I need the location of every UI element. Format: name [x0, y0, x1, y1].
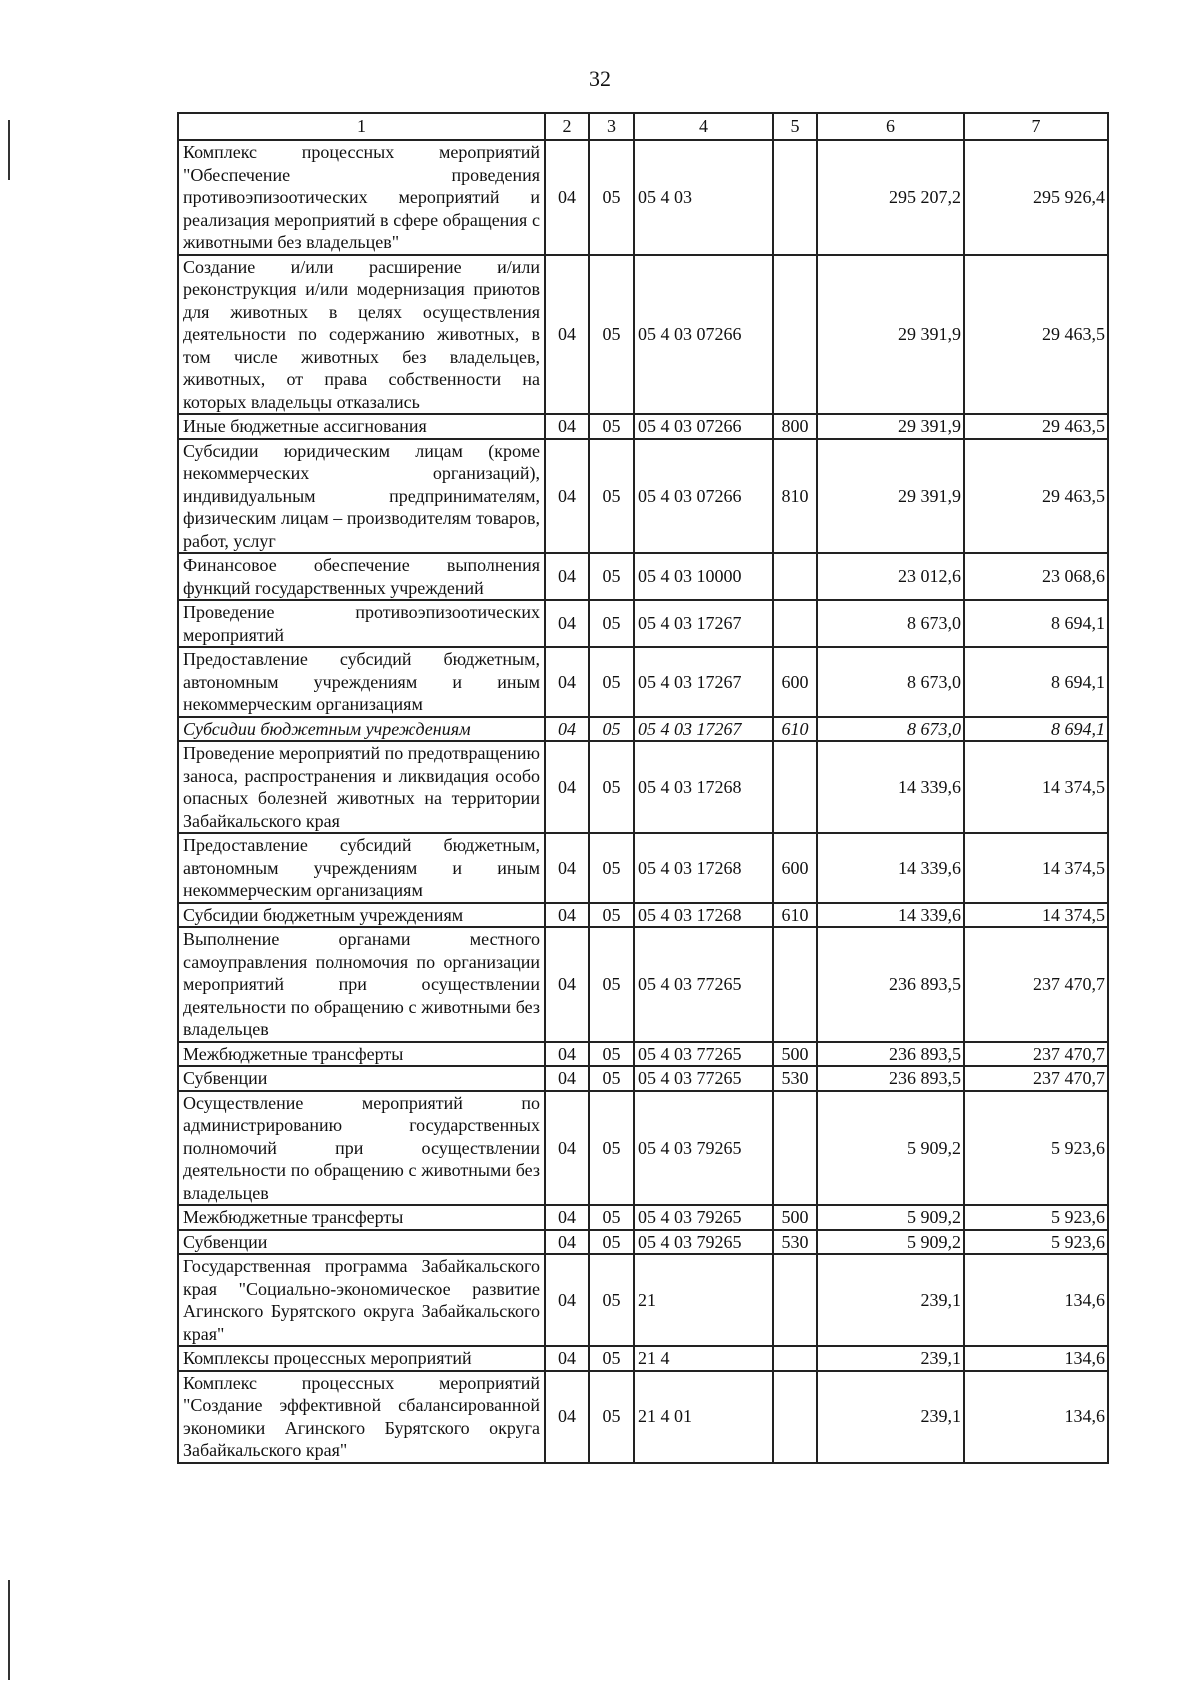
header-cell: 2 — [545, 113, 589, 140]
subsection-code: 05 — [589, 1091, 634, 1206]
subsection-code: 05 — [589, 414, 634, 439]
section-code: 04 — [545, 414, 589, 439]
margin-line — [8, 120, 10, 180]
expense-type — [773, 140, 817, 255]
header-row — [178, 113, 1108, 140]
subsection-code: 05 — [589, 927, 634, 1042]
section-code: 04 — [545, 1254, 589, 1346]
table-row — [178, 927, 1108, 1042]
section-code: 04 — [545, 439, 589, 554]
header-cell: 4 — [634, 113, 773, 140]
target-article: 05 4 03 17268 — [634, 833, 773, 903]
section-code: 04 — [545, 1091, 589, 1206]
expense-type — [773, 1091, 817, 1206]
expense-type: 600 — [773, 833, 817, 903]
subsection-code: 05 — [589, 903, 634, 928]
section-code: 04 — [545, 903, 589, 928]
amount-col7: 14 374,5 — [964, 833, 1108, 903]
subsection-code: 05 — [589, 255, 634, 415]
expense-type: 610 — [773, 903, 817, 928]
section-code: 04 — [545, 1205, 589, 1230]
table-row — [178, 647, 1108, 717]
section-code: 04 — [545, 140, 589, 255]
subsection-code: 05 — [589, 741, 634, 833]
section-code: 04 — [545, 1371, 589, 1463]
target-article: 05 4 03 07266 — [634, 414, 773, 439]
row-name: Иные бюджетные ассигнования — [178, 414, 545, 439]
row-name: Создание и/или расширение и/или реконструкция и/или модернизация приютов для животных в целях осуществления деятельности по содержанию животных, в том числе животных без владельцев, животных, от права собственности на которых владельцы отказались — [178, 255, 545, 415]
expense-type — [773, 1346, 817, 1371]
amount-col6: 8 673,0 — [817, 647, 964, 717]
subsection-code: 05 — [589, 439, 634, 554]
amount-col7: 134,6 — [964, 1371, 1108, 1463]
row-name: Предоставление субсидий бюджетным, автономным учреждениям и иным некоммерческим организациям — [178, 647, 545, 717]
amount-col7: 23 068,6 — [964, 553, 1108, 600]
amount-col7: 237 470,7 — [964, 1066, 1108, 1091]
header-cell: 5 — [773, 113, 817, 140]
subsection-code: 05 — [589, 1066, 634, 1091]
row-name: Межбюджетные трансферты — [178, 1205, 545, 1230]
target-article: 05 4 03 17268 — [634, 741, 773, 833]
target-article: 05 4 03 17268 — [634, 903, 773, 928]
row-name: Субсидии бюджетным учреждениям — [178, 717, 545, 742]
amount-col6: 236 893,5 — [817, 1042, 964, 1067]
row-name: Субсидии юридическим лицам (кроме некоммерческих организаций), индивидуальным предпринимателям, физическим лицам – производителям товаров, работ, услуг — [178, 439, 545, 554]
amount-col6: 295 207,2 — [817, 140, 964, 255]
expense-type: 800 — [773, 414, 817, 439]
table-row — [178, 1066, 1108, 1091]
table-row — [178, 439, 1108, 554]
expense-type: 500 — [773, 1205, 817, 1230]
expense-type — [773, 1254, 817, 1346]
target-article: 05 4 03 79265 — [634, 1091, 773, 1206]
row-name: Государственная программа Забайкальского края "Социально-экономическое развитие Агинского Бурятского округа Забайкальского края" — [178, 1254, 545, 1346]
amount-col6: 239,1 — [817, 1346, 964, 1371]
table-row — [178, 1371, 1108, 1463]
amount-col7: 14 374,5 — [964, 741, 1108, 833]
amount-col7: 5 923,6 — [964, 1230, 1108, 1255]
amount-col7: 8 694,1 — [964, 717, 1108, 742]
table-row — [178, 741, 1108, 833]
subsection-code: 05 — [589, 1371, 634, 1463]
amount-col6: 239,1 — [817, 1254, 964, 1346]
table-row — [178, 600, 1108, 647]
expense-type — [773, 600, 817, 647]
amount-col7: 134,6 — [964, 1346, 1108, 1371]
header-cell: 7 — [964, 113, 1108, 140]
section-code: 04 — [545, 1042, 589, 1067]
budget-table — [177, 112, 1109, 1464]
amount-col6: 5 909,2 — [817, 1205, 964, 1230]
amount-col6: 14 339,6 — [817, 741, 964, 833]
table-row — [178, 255, 1108, 415]
subsection-code: 05 — [589, 1205, 634, 1230]
amount-col6: 29 391,9 — [817, 414, 964, 439]
amount-col6: 5 909,2 — [817, 1230, 964, 1255]
amount-col6: 5 909,2 — [817, 1091, 964, 1206]
amount-col6: 23 012,6 — [817, 553, 964, 600]
table-row — [178, 1205, 1108, 1230]
target-article: 05 4 03 17267 — [634, 600, 773, 647]
section-code: 04 — [545, 647, 589, 717]
amount-col7: 295 926,4 — [964, 140, 1108, 255]
amount-col6: 29 391,9 — [817, 255, 964, 415]
amount-col7: 5 923,6 — [964, 1091, 1108, 1206]
section-code: 04 — [545, 833, 589, 903]
amount-col6: 8 673,0 — [817, 600, 964, 647]
target-article: 05 4 03 10000 — [634, 553, 773, 600]
subsection-code: 05 — [589, 1230, 634, 1255]
amount-col7: 29 463,5 — [964, 439, 1108, 554]
target-article: 05 4 03 79265 — [634, 1205, 773, 1230]
row-name: Комплекс процессных мероприятий "Обеспечение проведения противоэпизоотических мероприятий и реализация мероприятий в сфере обращения с животными без владельцев" — [178, 140, 545, 255]
subsection-code: 05 — [589, 553, 634, 600]
table-row — [178, 1230, 1108, 1255]
amount-col6: 239,1 — [817, 1371, 964, 1463]
row-name: Субсидии бюджетным учреждениям — [178, 903, 545, 928]
subsection-code: 05 — [589, 833, 634, 903]
section-code: 04 — [545, 741, 589, 833]
target-article: 21 4 — [634, 1346, 773, 1371]
target-article: 05 4 03 77265 — [634, 927, 773, 1042]
row-name: Проведение мероприятий по предотвращению заноса, распространения и ликвидация особо опасных болезней животных на территории Забайкальского края — [178, 741, 545, 833]
amount-col7: 237 470,7 — [964, 1042, 1108, 1067]
expense-type — [773, 741, 817, 833]
table-row — [178, 1346, 1108, 1371]
row-name: Финансовое обеспечение выполнения функций государственных учреждений — [178, 553, 545, 600]
target-article: 05 4 03 07266 — [634, 439, 773, 554]
subsection-code: 05 — [589, 647, 634, 717]
section-code: 04 — [545, 717, 589, 742]
expense-type: 610 — [773, 717, 817, 742]
amount-col6: 8 673,0 — [817, 717, 964, 742]
amount-col7: 8 694,1 — [964, 647, 1108, 717]
target-article: 21 — [634, 1254, 773, 1346]
target-article: 05 4 03 79265 — [634, 1230, 773, 1255]
row-name: Проведение противоэпизоотических мероприятий — [178, 600, 545, 647]
target-article: 05 4 03 07266 — [634, 255, 773, 415]
table-row — [178, 717, 1108, 742]
target-article: 05 4 03 — [634, 140, 773, 255]
subsection-code: 05 — [589, 140, 634, 255]
expense-type: 600 — [773, 647, 817, 717]
amount-col6: 29 391,9 — [817, 439, 964, 554]
row-name: Субвенции — [178, 1230, 545, 1255]
table-row — [178, 1254, 1108, 1346]
row-name: Выполнение органами местного самоуправления полномочия по организации мероприятий при осуществлении деятельности по обращению с животными без владельцев — [178, 927, 545, 1042]
amount-col7: 237 470,7 — [964, 927, 1108, 1042]
subsection-code: 05 — [589, 1254, 634, 1346]
expense-type — [773, 255, 817, 415]
section-code: 04 — [545, 553, 589, 600]
table-row — [178, 1042, 1108, 1067]
table-row — [178, 414, 1108, 439]
row-name: Комплекс процессных мероприятий "Создание эффективной сбалансированной экономики Агинского Бурятского округа Забайкальского края" — [178, 1371, 545, 1463]
target-article: 05 4 03 77265 — [634, 1066, 773, 1091]
section-code: 04 — [545, 927, 589, 1042]
row-name: Субвенции — [178, 1066, 545, 1091]
target-article: 21 4 01 — [634, 1371, 773, 1463]
section-code: 04 — [545, 1066, 589, 1091]
target-article: 05 4 03 77265 — [634, 1042, 773, 1067]
table-body — [178, 113, 1108, 1463]
row-name: Осуществление мероприятий по администрированию государственных полномочий при осуществлении деятельности по обращению с животными без владельцев — [178, 1091, 545, 1206]
amount-col7: 8 694,1 — [964, 600, 1108, 647]
page-number: 32 — [589, 66, 611, 91]
table-row — [178, 553, 1108, 600]
header-cell: 3 — [589, 113, 634, 140]
subsection-code: 05 — [589, 717, 634, 742]
row-name: Предоставление субсидий бюджетным, автономным учреждениям и иным некоммерческим организациям — [178, 833, 545, 903]
section-code: 04 — [545, 1230, 589, 1255]
amount-col6: 236 893,5 — [817, 927, 964, 1042]
expense-type: 810 — [773, 439, 817, 554]
amount-col7: 5 923,6 — [964, 1205, 1108, 1230]
table-row — [178, 833, 1108, 903]
amount-col7: 14 374,5 — [964, 903, 1108, 928]
table-row — [178, 140, 1108, 255]
amount-col7: 134,6 — [964, 1254, 1108, 1346]
target-article: 05 4 03 17267 — [634, 647, 773, 717]
amount-col6: 14 339,6 — [817, 833, 964, 903]
section-code: 04 — [545, 600, 589, 647]
target-article: 05 4 03 17267 — [634, 717, 773, 742]
table-row — [178, 1091, 1108, 1206]
expense-type — [773, 553, 817, 600]
subsection-code: 05 — [589, 600, 634, 647]
section-code: 04 — [545, 255, 589, 415]
section-code: 04 — [545, 1346, 589, 1371]
expense-type: 500 — [773, 1042, 817, 1067]
header-cell: 6 — [817, 113, 964, 140]
amount-col6: 236 893,5 — [817, 1066, 964, 1091]
expense-type: 530 — [773, 1066, 817, 1091]
header-cell: 1 — [178, 113, 545, 140]
expense-type — [773, 1371, 817, 1463]
expense-type — [773, 927, 817, 1042]
amount-col7: 29 463,5 — [964, 255, 1108, 415]
subsection-code: 05 — [589, 1042, 634, 1067]
amount-col6: 14 339,6 — [817, 903, 964, 928]
margin-line — [8, 1580, 10, 1680]
expense-type: 530 — [773, 1230, 817, 1255]
amount-col7: 29 463,5 — [964, 414, 1108, 439]
row-name: Межбюджетные трансферты — [178, 1042, 545, 1067]
subsection-code: 05 — [589, 1346, 634, 1371]
row-name: Комплексы процессных мероприятий — [178, 1346, 545, 1371]
table-row — [178, 903, 1108, 928]
